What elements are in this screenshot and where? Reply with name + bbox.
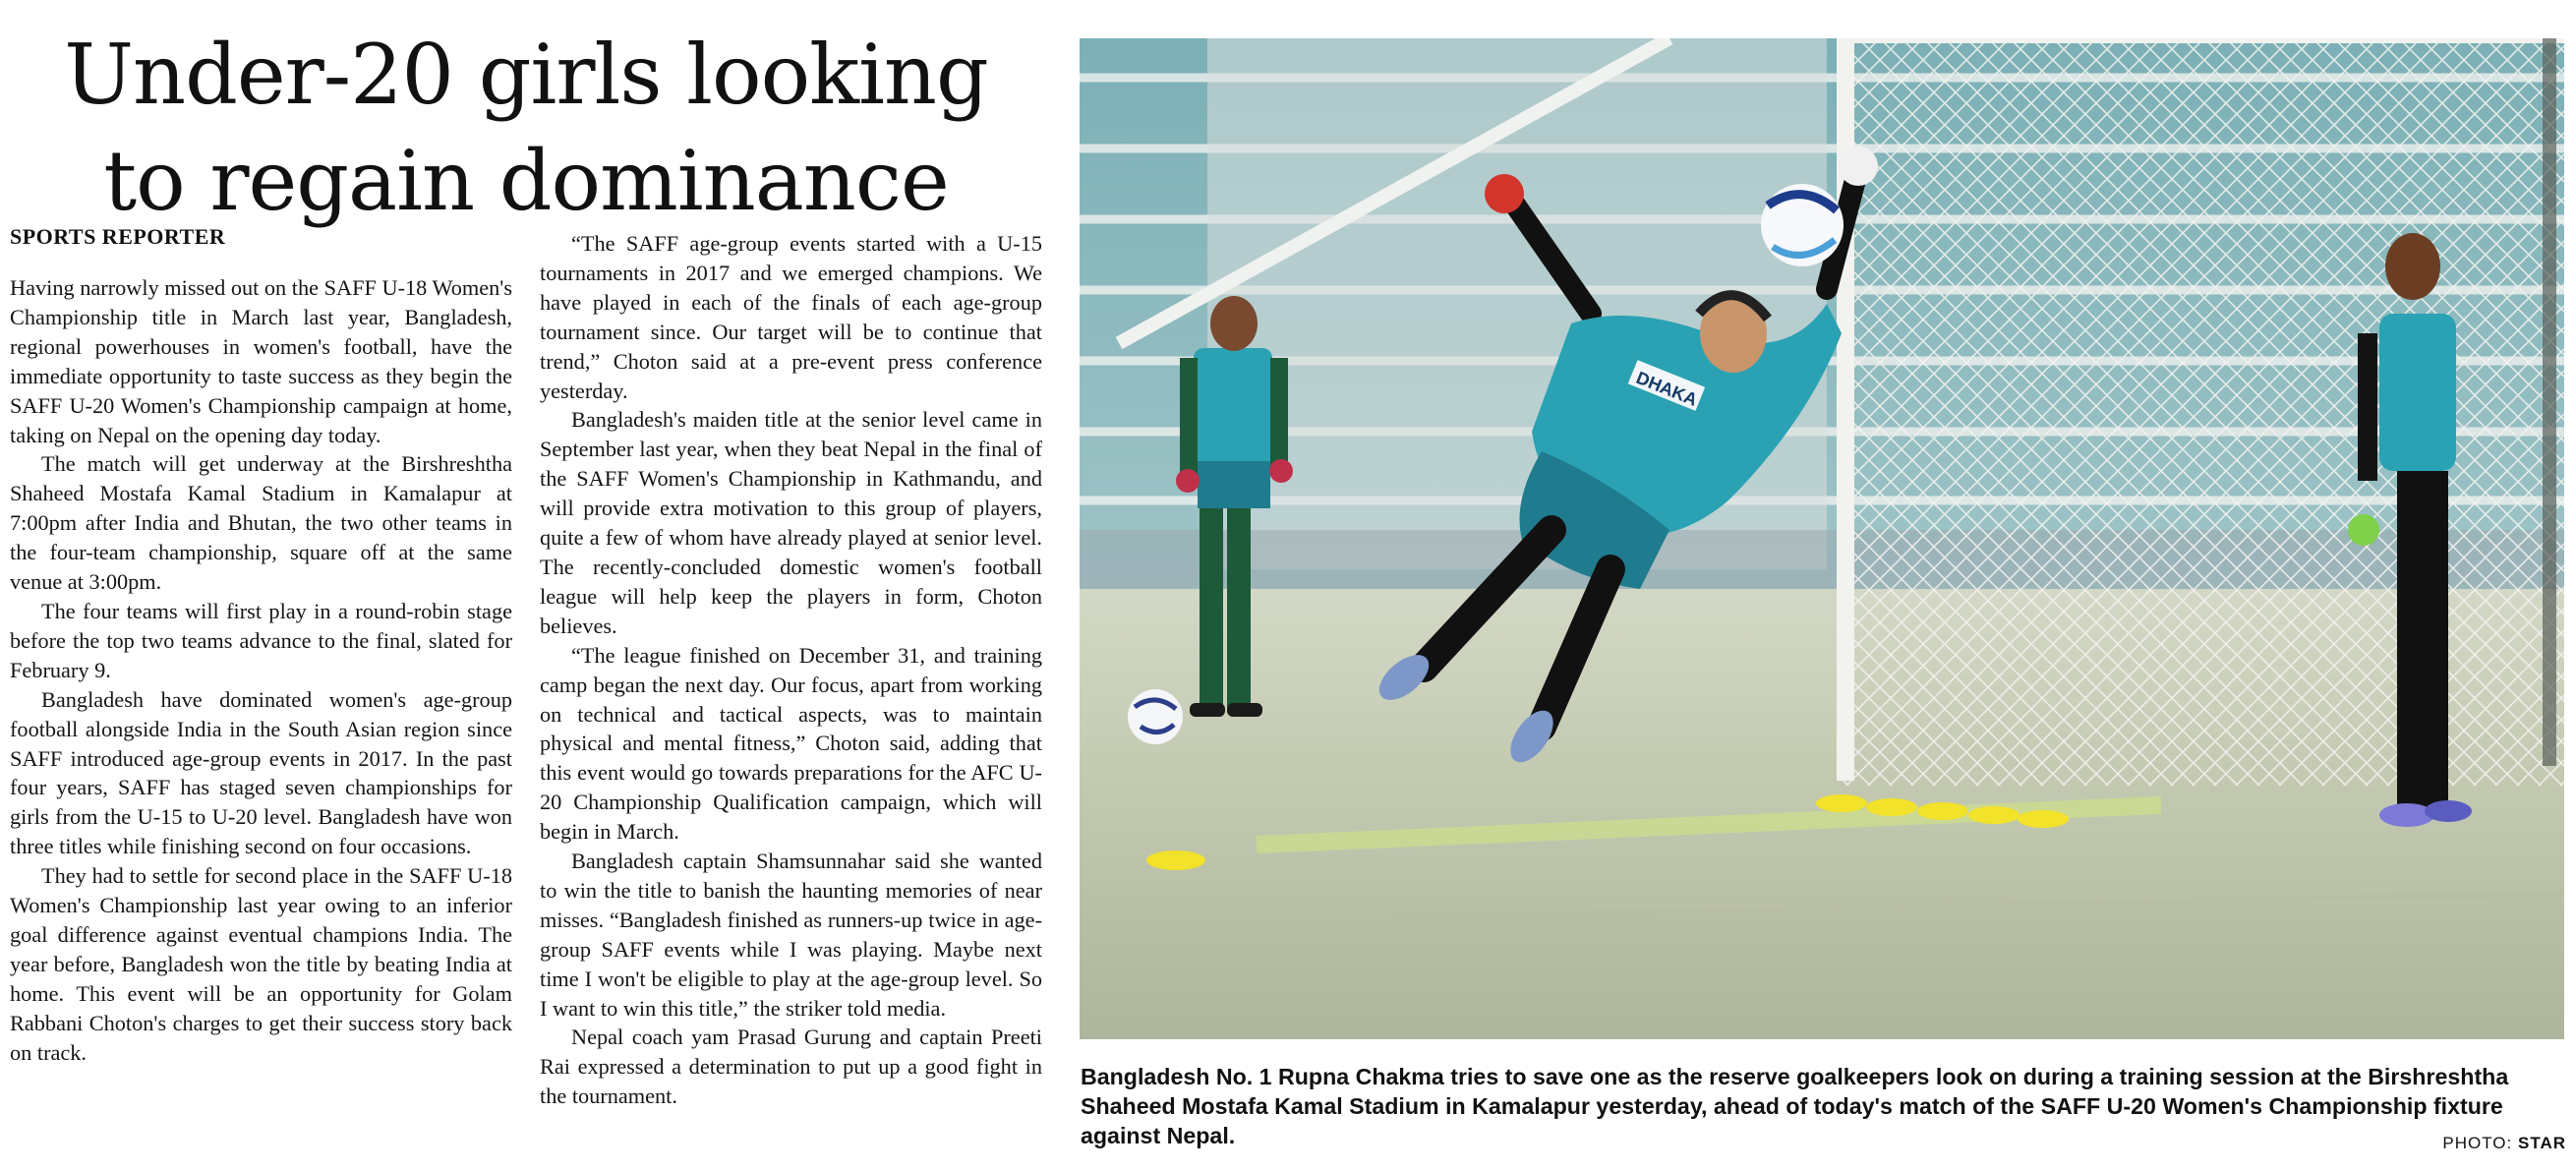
- photo-credit: [2442, 1134, 2566, 1153]
- credit-label: PHOTO:: [2442, 1134, 2513, 1152]
- paragraph: Bangladesh captain Shamsunnahar said she wanted to win the title to banish the haunting memories of near misses. “Bangladesh finished as runners-up twice in age-group SAFF events while I was playing. Maybe next time I won't be eligible to play at the age-group level. So I want to win this title,” the striker told media.: [540, 849, 1042, 1021]
- article-column-1: [10, 273, 512, 1067]
- ball-in-flight: [1761, 184, 1844, 266]
- headline-line-2: to regain dominance: [103, 133, 949, 229]
- headline-line-1: Under-20 girls looking: [64, 27, 988, 123]
- paragraph: “The league finished on December 31, and training camp began the next day. Our focus, apart from working on technical and tactical aspects, was to maintain physical and mental fitness,” Choton said, adding that this event would go towards preparations for the AFC U-20 Championship Qualification campaign, which will begin in March.: [540, 642, 1042, 845]
- paragraph: The match will get underway at the Birshreshtha Shaheed Mostafa Kamal Stadium in Kamalapur at 7:00pm after India and Bhutan, the two other teams in the four-team championship, square off at the same venue at 3:00pm.: [10, 451, 512, 595]
- paragraph: Bangladesh's maiden title at the senior level came in September last year, when they beat Nepal in the final of the SAFF Women's Championship in Kathmandu, and will provide extra motivation to this group of players, quite a few of whom have already played at senior level. The recently-concluded domestic women's football league will help keep the players in form, Choton believes.: [540, 407, 1042, 638]
- paragraph: Bangladesh have dominated women's age-group football alongside India in the South Asian region since SAFF introduced age-group events in 2017. In the past four years, SAFF has staged seven championships for girls from the U-15 to U-20 level. Bangladesh have won three titles while finishing second on four occasions.: [10, 686, 512, 859]
- paragraph: Nepal coach yam Prasad Gurung and captain Preeti Rai expressed a determination to put up a good fight in the tournament.: [540, 1025, 1042, 1109]
- paragraph: Having narrowly missed out on the SAFF U-18 Women's Championship title in March last year, Bangladesh, regional powerhouses in women's football, have the immediate opportunity to taste success as they begin the SAFF U-20 Women's Championship campaign at home, taking on Nepal on the opening day today.: [10, 275, 512, 447]
- byline: SPORTS REPORTER: [10, 224, 226, 249]
- paragraph: The four teams will first play in a round-robin stage before the top two teams advance to the final, slated for February 9.: [10, 598, 512, 682]
- article-column-2: [540, 229, 1042, 1111]
- jersey-text: DHAKA: [1633, 367, 1701, 410]
- credit-name: STAR: [2517, 1134, 2566, 1152]
- news-photo: [1080, 38, 2564, 1039]
- paragraph: They had to settle for second place in the SAFF U-18 Women's Championship last year owing to an inferior goal difference against eventual champions India. The year before, Bangladesh won the title by beating India at home. This event will be an opportunity for Golam Rabbani Choton's charges to get their success story back on track.: [10, 863, 512, 1065]
- photo-caption: Bangladesh No. 1 Rupna Chakma tries to save one as the reserve goalkeepers look on during a training session at the Birshreshtha Shaheed Mostafa Kamal Stadium in Kamalapur yesterday, ahead of today's match of the SAFF U-20 Women's Championship fixture against Nepal.: [1081, 1064, 2509, 1148]
- headline: [0, 22, 1052, 234]
- paragraph: “The SAFF age-group events started with a U-15 tournaments in 2017 and we emerged champions. We have played in each of the finals of each age-group tournament since. Our target will be to continue that trend,” Choton said at a pre-event press conference yesterday.: [540, 231, 1042, 403]
